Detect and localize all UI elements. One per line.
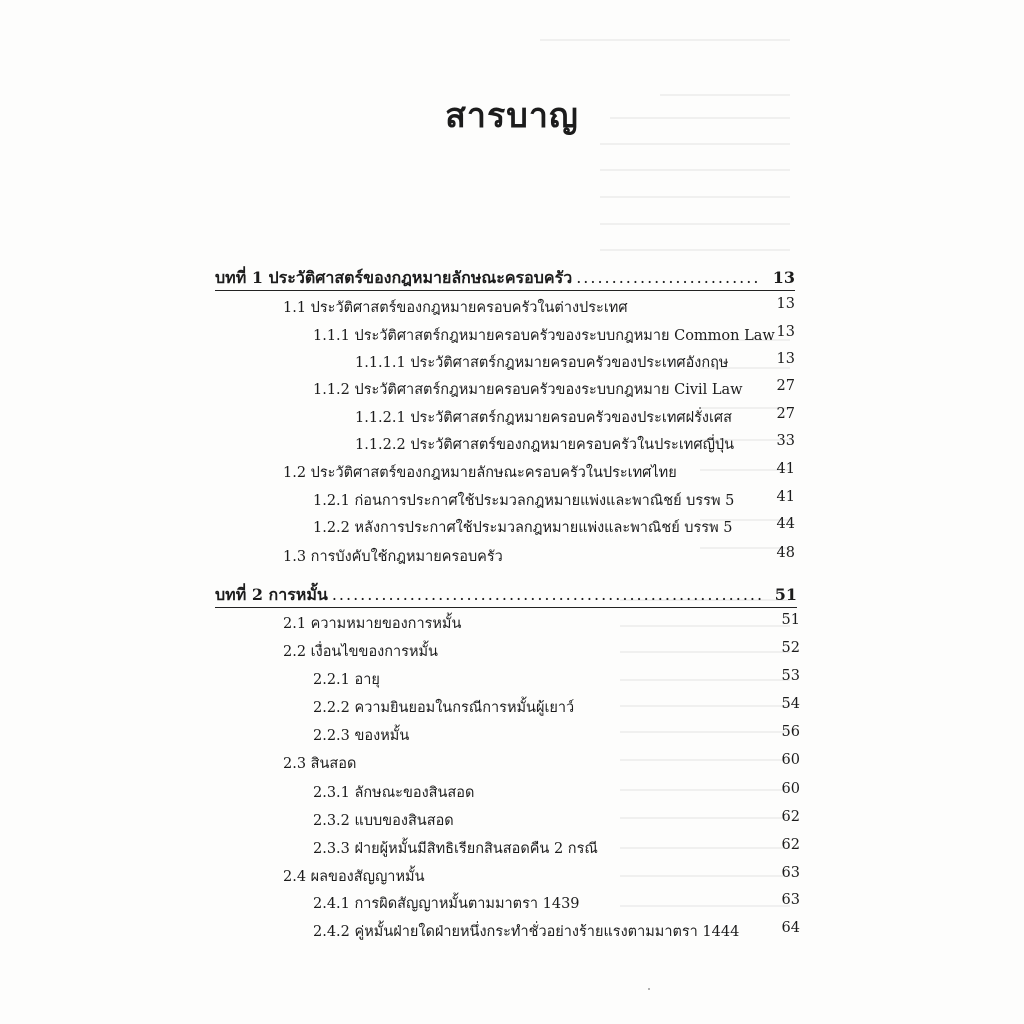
toc-chapter-2 [215,583,797,608]
toc-entry [313,489,795,512]
toc-label: บทที่ 2 การหมั้น [215,585,328,604]
toc-page-number: 62 [781,809,800,825]
toc-page-number: 13 [776,324,795,340]
toc-entry [313,324,795,347]
toc-page-number: 13 [772,268,795,287]
toc-entry [355,433,795,456]
toc-entry [313,892,800,915]
toc-page-number: 52 [781,640,800,656]
toc-page-number: 62 [781,837,800,853]
toc-entry [313,809,800,832]
toc-page-number: 41 [776,461,795,477]
toc-label: 2.2 เงื่อนไขของการหมั้น [283,644,438,660]
toc-page-number: 27 [776,378,795,394]
toc-page-number: 41 [776,489,795,505]
page-title: สารบาญ [445,96,579,136]
toc-page-number: 13 [776,296,795,312]
toc-entry [313,378,795,401]
toc-label: 2.3.3 ฝ่ายผู้หมั้นมีสิทธิเรียกสินสอดคืน 2 กรณี [313,841,598,857]
toc-label: 2.3 สินสอด [283,756,357,772]
toc-label: 1.2.1 ก่อนการประกาศใช้ประมวลกฎหมายแพ่งและพาณิชย์ บรรพ 5 [313,493,735,509]
toc-label: 2.3.1 ลักษณะของสินสอด [313,785,475,801]
chapter-2-underline [215,607,797,608]
toc-label: 2.4.1 การผิดสัญญาหมั้นตามมาตรา 1439 [313,896,580,912]
toc-page-number: 54 [781,696,800,712]
paper-speck [648,988,650,990]
toc-entry [313,837,800,860]
toc-page-number: 60 [781,781,800,797]
toc-entry [283,612,800,635]
toc-entry [283,640,800,663]
toc-entry [355,351,795,374]
toc-page-number: 44 [776,516,795,532]
toc-entry [283,461,795,484]
toc-label: 2.1 ความหมายของการหมั้น [283,616,462,632]
toc-page-number: 51 [781,612,800,628]
toc-page-number: 64 [781,920,800,936]
toc-label: 2.2.1 อายุ [313,672,380,688]
toc-page-number: 63 [781,865,800,881]
toc-page-number: 27 [776,406,795,422]
toc-label: 2.4.2 คู่หมั้นฝ่ายใดฝ่ายหนึ่งกระทำชั่วอย่างร้ายแรงตามมาตรา 1444 [313,924,740,940]
toc-label: 1.2.2 หลังการประกาศใช้ประมวลกฎหมายแพ่งและพาณิชย์ บรรพ 5 [313,520,733,536]
toc-label: 1.3 การบังคับใช้กฎหมายครอบครัว [283,549,503,565]
toc-label: 2.2.2 ความยินยอมในกรณีการหมั้นผู้เยาว์ [313,700,575,716]
toc-page-number: 51 [774,585,797,604]
toc-entry [313,696,800,719]
toc-page-number: 33 [776,433,795,449]
toc-page-number: 60 [781,752,800,768]
toc-entry [283,752,800,775]
toc-page-number: 48 [776,545,795,561]
toc-label: 1.1.1.1 ประวัติศาสตร์กฎหมายครอบครัวของประเทศอังกฤษ [355,355,729,371]
toc-label: 1.1.2.1 ประวัติศาสตร์กฎหมายครอบครัวของประเทศฝรั่งเศส [355,410,732,426]
toc-label: 1.2 ประวัติศาสตร์ของกฎหมายลักษณะครอบครัวในประเทศไทย [283,465,677,481]
toc-label: 1.1.2 ประวัติศาสตร์กฎหมายครอบครัวของระบบกฎหมาย Civil Law [313,382,743,398]
toc-entry [283,296,795,319]
toc-label: 1.1.1 ประวัติศาสตร์กฎหมายครอบครัวของระบบกฎหมาย Common Law [313,328,775,344]
toc-entry [313,920,800,943]
toc-entry [283,545,795,568]
chapter-1-underline [215,290,795,291]
toc-entry [313,724,800,747]
toc-page-number: 13 [776,351,795,367]
toc-page-number: 53 [781,668,800,684]
toc-label: 2.3.2 แบบของสินสอด [313,813,454,829]
toc-label: 1.1.2.2 ประวัติศาสตร์ของกฎหมายครอบครัวในประเทศญี่ปุ่น [355,437,735,453]
toc-label: 1.1 ประวัติศาสตร์ของกฎหมายครอบครัวในต่างประเทศ [283,300,628,316]
toc-label: บทที่ 1 ประวัติศาสตร์ของกฎหมายลักษณะครอบครัว [215,268,573,287]
toc-entry [355,406,795,429]
toc-chapter-1 [215,266,795,291]
toc-label: 2.2.3 ของหมั้น [313,728,410,744]
toc-entry [283,865,800,888]
leader-dots [576,268,761,287]
toc-entry [313,516,795,539]
toc-page-number: 56 [781,724,800,740]
toc-label: 2.4 ผลของสัญญาหมั้น [283,869,425,885]
leader-dots [332,585,763,604]
toc-entry [313,781,800,804]
toc-entry [313,668,800,691]
toc-page-number: 63 [781,892,800,908]
